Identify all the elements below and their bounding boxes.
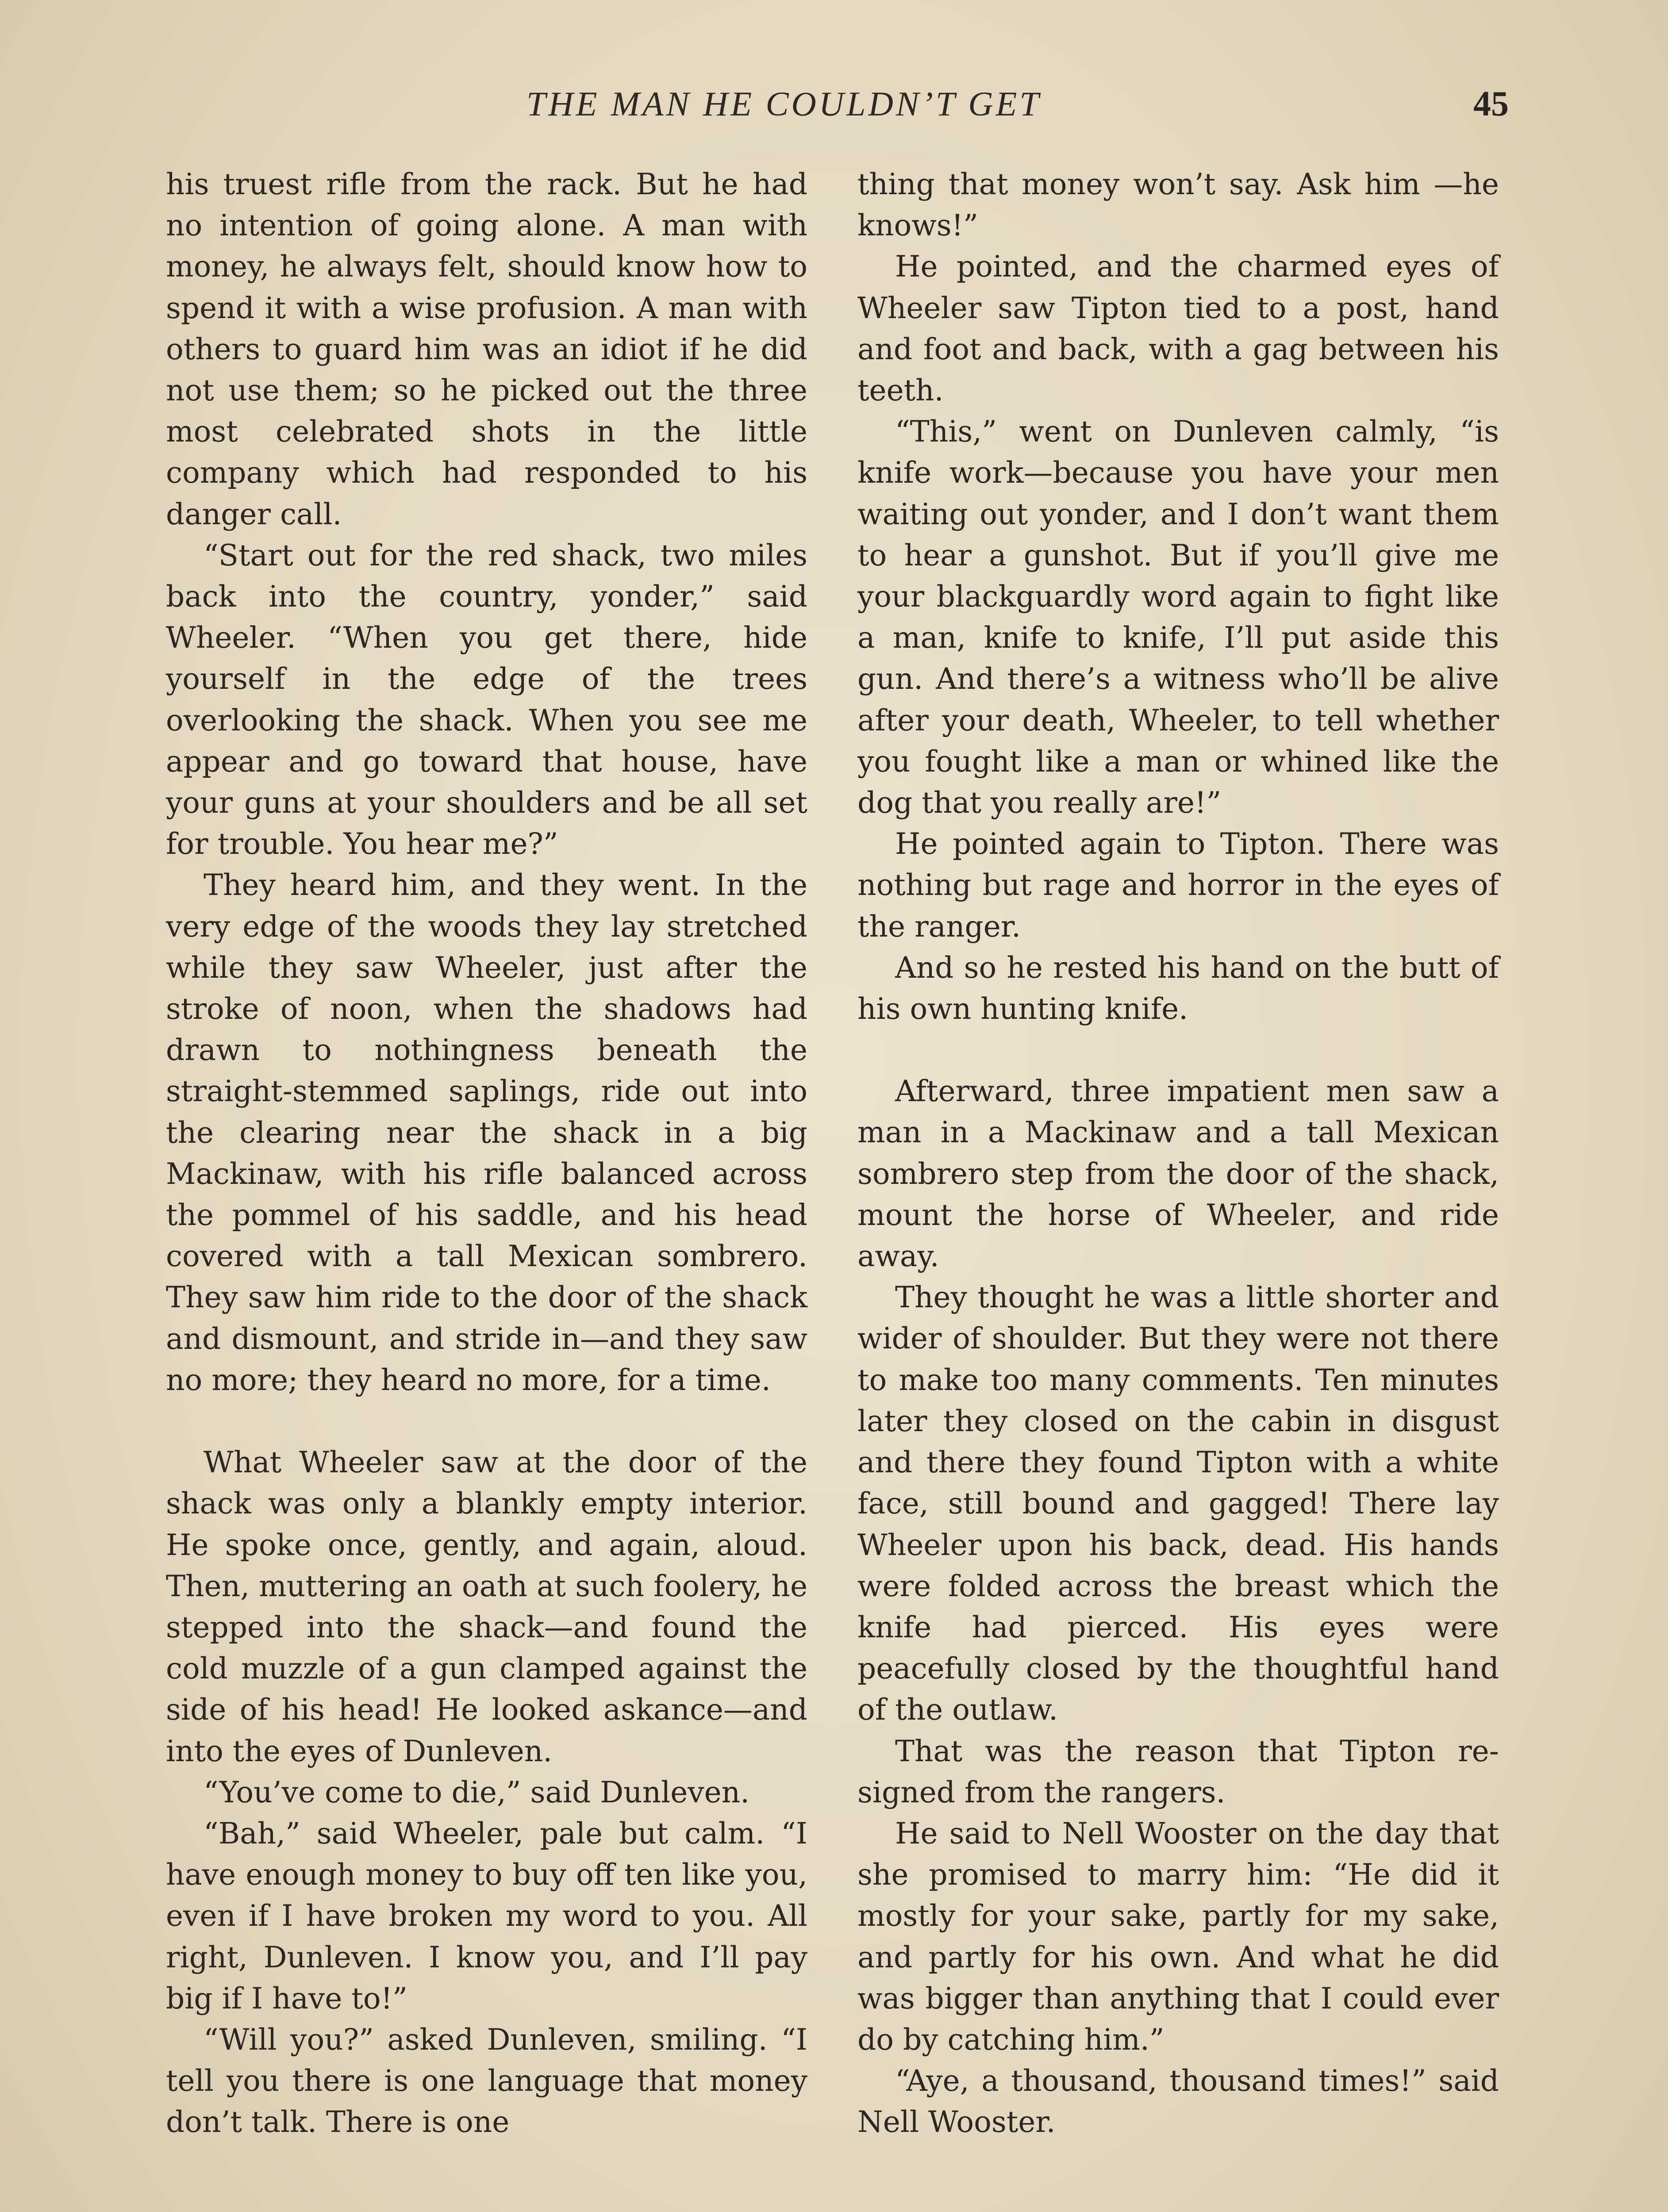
section-break	[166, 1401, 807, 1442]
paragraph: He pointed again to Tipton. There was nothing but rage and horror in the eyes of the ranger.	[857, 827, 1499, 944]
paragraph: They heard him, and they went. In the very edge of the woods they lay stretched while they saw Wheeler, just after the stroke of noon, when the shadows had drawn to nothingness beneath the straight-stemmed saplings, ride out into the clearing near the shack in a big Mackinaw, with his rifle balanced across the pommel of his saddle, and his head covered with a tall Mexican sombrero. They saw him ride to the door of the shack and dismount, and stride in—and they saw no more; they heard no more, for a time.	[166, 868, 807, 1397]
paragraph: He pointed, and the charmed eyes of Wheeler saw Tipton tied to a post, hand and foot and back, with a gag between his teeth.	[857, 250, 1499, 408]
running-head-title: THE MAN HE COULDN’T GET	[527, 84, 1042, 123]
paragraph: his truest rifle from the rack. But he had no intention of going alone. A man with money, he always felt, should know how to spend it with a wise profusion. A man with others to guard him was an idiot if he did not use them; so he picked out the three most celebrated shots in the little company which had responded to his danger call.	[166, 167, 807, 531]
section-break	[857, 1029, 1499, 1071]
running-head	[0, 84, 1668, 137]
paragraph: thing that money won’t say. Ask him —he knows!”	[857, 167, 1499, 243]
paragraph: “This,” went on Dunleven calmly, “is knife work—because you have your men waiting out yonder, and I don’t want them to hear a gunshot. But if you’ll give me your blackguardly word again to fight like a man, knife to knife, I’ll put aside this gun. And there’s a witness who’ll be alive after your death, Wheeler, to tell whether you fought like a man or whined like the dog that you really are!”	[857, 415, 1499, 820]
paragraph: And so he rested his hand on the butt of his own hunting knife.	[857, 950, 1499, 1026]
paragraph: “You’ve come to die,” said Dunleven.	[204, 1775, 750, 1809]
paragraph: They thought he was a little shorter and wider of shoulder. But they were not there to make too many comments. Ten minutes later they closed on the cabin in disgust and there they found Tipton with a white face, still bound and gagged! There lay Wheeler upon his back, dead. His hands were folded across the breast which the knife had pierced. His eyes were peacefully closed by the thoughtful hand of the outlaw.	[857, 1280, 1499, 1727]
right-column	[857, 164, 1499, 2143]
page-number: 45	[1473, 84, 1509, 123]
paragraph: “Will you?” asked Dunleven, smiling. “I tell you there is one language that money don’t talk. There is one	[166, 2022, 807, 2139]
paragraph: That was the reason that Tipton resigned from the rangers.	[857, 1734, 1499, 1809]
paragraph: Afterward, three impatient men saw a man in a Mackinaw and a tall Mexican sombrero step from the door of the shack, mount the horse of Wheeler, and ride away.	[857, 1074, 1499, 1274]
paragraph: “Aye, a thousand, thousand times!” said Nell Wooster.	[857, 2064, 1499, 2139]
paragraph: “Bah,” said Wheeler, pale but calm. “I have enough money to buy off ten like you, even if I have broken my word to you. All right, Dunleven. I know you, and I’ll pay big if I have to!”	[166, 1816, 807, 2016]
paragraph: What Wheeler saw at the door of the shack was only a blankly empty interior. He spoke once, gently, and again, aloud. Then, muttering an oath at such foolery, he stepped into the shack—and found the cold muzzle of a gun clamped against the side of his head! He looked askance—and into the eyes of Dunleven.	[166, 1445, 807, 1768]
paragraph: He said to Nell Wooster on the day that she promised to marry him: “He did it mostly for your sake, partly for my sake, and partly for his own. And what he did was bigger than anything that I could ever do by catching him.”	[857, 1816, 1499, 2057]
paragraph: “Start out for the red shack, two miles back into the country, yonder,” said Wheeler. “When you get there, hide yourself in the edge of the trees overlooking the shack. When you see me appear and go toward that house, have your guns at your shoulders and be all set for trouble. You hear me?”	[166, 538, 807, 861]
left-column	[166, 164, 807, 2143]
